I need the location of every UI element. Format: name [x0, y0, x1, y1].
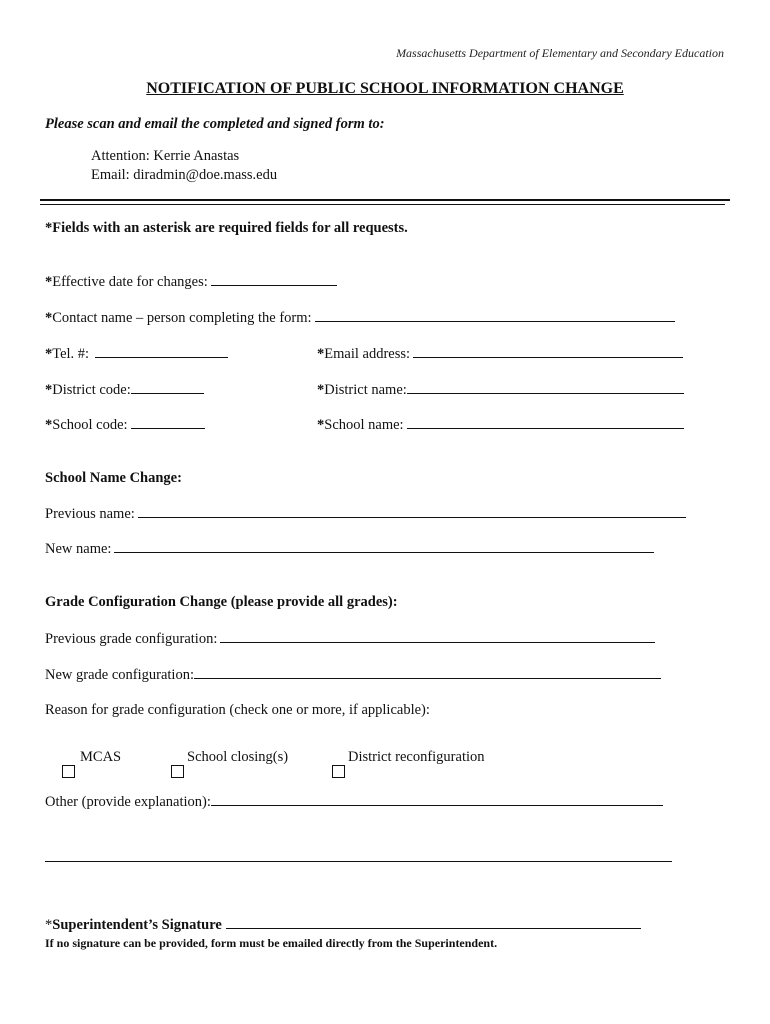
- previous-name-field[interactable]: [138, 505, 686, 518]
- previous-grade-config-field[interactable]: [220, 630, 655, 643]
- asterisk: *: [45, 310, 53, 326]
- mcas-label: MCAS: [80, 749, 122, 765]
- previous-name-row: [45, 505, 686, 523]
- district-reconfig-option: [332, 749, 344, 777]
- contact-name-label: Contact name – person completing the form:: [52, 310, 312, 326]
- tel-row: [45, 345, 228, 363]
- asterisk: *: [317, 382, 325, 398]
- school-code-label: School code:: [52, 417, 128, 433]
- school-code-field[interactable]: [131, 416, 205, 429]
- asterisk: *: [45, 417, 53, 433]
- asterisk: *: [45, 346, 53, 362]
- effective-date-field[interactable]: [211, 273, 337, 286]
- email-line: Email: diradmin@doe.mass.edu: [91, 167, 278, 183]
- new-name-field[interactable]: [114, 540, 654, 553]
- attention-line: Attention: Kerrie Anastas: [91, 148, 240, 164]
- district-code-field[interactable]: [131, 381, 204, 394]
- previous-name-label: Previous name:: [45, 506, 135, 522]
- district-code-label: District code:: [52, 382, 131, 398]
- previous-grade-config-label: Previous grade configuration:: [45, 631, 218, 647]
- new-grade-config-row: [45, 666, 661, 684]
- signature-note: If no signature can be provided, form must be emailed directly from the Superintendent.: [45, 936, 498, 950]
- school-closing-option: [171, 749, 183, 777]
- asterisk: *: [45, 917, 53, 933]
- email-address-field[interactable]: [413, 345, 683, 358]
- school-closing-checkbox[interactable]: [171, 765, 184, 778]
- effective-date-label: Effective date for changes:: [52, 274, 208, 290]
- district-name-label: District name:: [324, 382, 407, 398]
- mcas-checkbox[interactable]: [62, 765, 75, 778]
- other-explanation-extra-line[interactable]: [45, 861, 672, 862]
- new-grade-config-field[interactable]: [194, 666, 661, 679]
- divider-thin: [40, 204, 725, 205]
- school-name-label: School name:: [324, 417, 404, 433]
- asterisk: *: [317, 417, 325, 433]
- signature-field[interactable]: [226, 916, 641, 929]
- asterisk: *: [45, 274, 53, 290]
- mcas-option: [62, 749, 74, 777]
- contact-name-field[interactable]: [315, 309, 675, 322]
- reason-label: Reason for grade configuration (check one or more, if applicable):: [45, 702, 430, 718]
- school-name-row: [317, 416, 684, 434]
- tel-field[interactable]: [95, 345, 228, 358]
- tel-label: Tel. #:: [52, 346, 90, 362]
- other-explanation-row: [45, 793, 663, 811]
- effective-date-row: [45, 273, 337, 291]
- other-explanation-label: Other (provide explanation):: [45, 794, 211, 810]
- signature-label: Superintendent’s Signature: [52, 917, 222, 933]
- form-title: NOTIFICATION OF PUBLIC SCHOOL INFORMATION CHANGE: [146, 80, 624, 97]
- required-fields-note: *Fields with an asterisk are required fields for all requests.: [45, 220, 408, 236]
- other-explanation-field[interactable]: [211, 793, 663, 806]
- district-name-row: [317, 381, 684, 399]
- submission-instructions: Please scan and email the completed and signed form to:: [45, 116, 385, 132]
- new-name-row: [45, 540, 654, 558]
- district-code-row: [45, 381, 204, 399]
- email-address-row: [317, 345, 683, 363]
- divider-thick: [40, 199, 730, 201]
- contact-name-row: [45, 309, 675, 327]
- school-code-row: [45, 416, 205, 434]
- school-name-change-heading: School Name Change:: [45, 470, 182, 486]
- district-name-field[interactable]: [407, 381, 684, 394]
- school-name-field[interactable]: [407, 416, 684, 429]
- new-name-label: New name:: [45, 541, 112, 557]
- agency-name: Massachusetts Department of Elementary and Secondary Education: [396, 46, 724, 60]
- asterisk: *: [45, 382, 53, 398]
- previous-grade-config-row: [45, 630, 655, 648]
- school-closing-label: School closing(s): [187, 749, 289, 765]
- signature-row: [45, 916, 641, 934]
- grade-config-heading: Grade Configuration Change (please provide all grades):: [45, 594, 398, 610]
- asterisk: *: [317, 346, 325, 362]
- email-address-label: Email address:: [324, 346, 411, 362]
- district-reconfig-checkbox[interactable]: [332, 765, 345, 778]
- district-reconfig-label: District reconfiguration: [348, 749, 485, 765]
- new-grade-config-label: New grade configuration:: [45, 667, 194, 683]
